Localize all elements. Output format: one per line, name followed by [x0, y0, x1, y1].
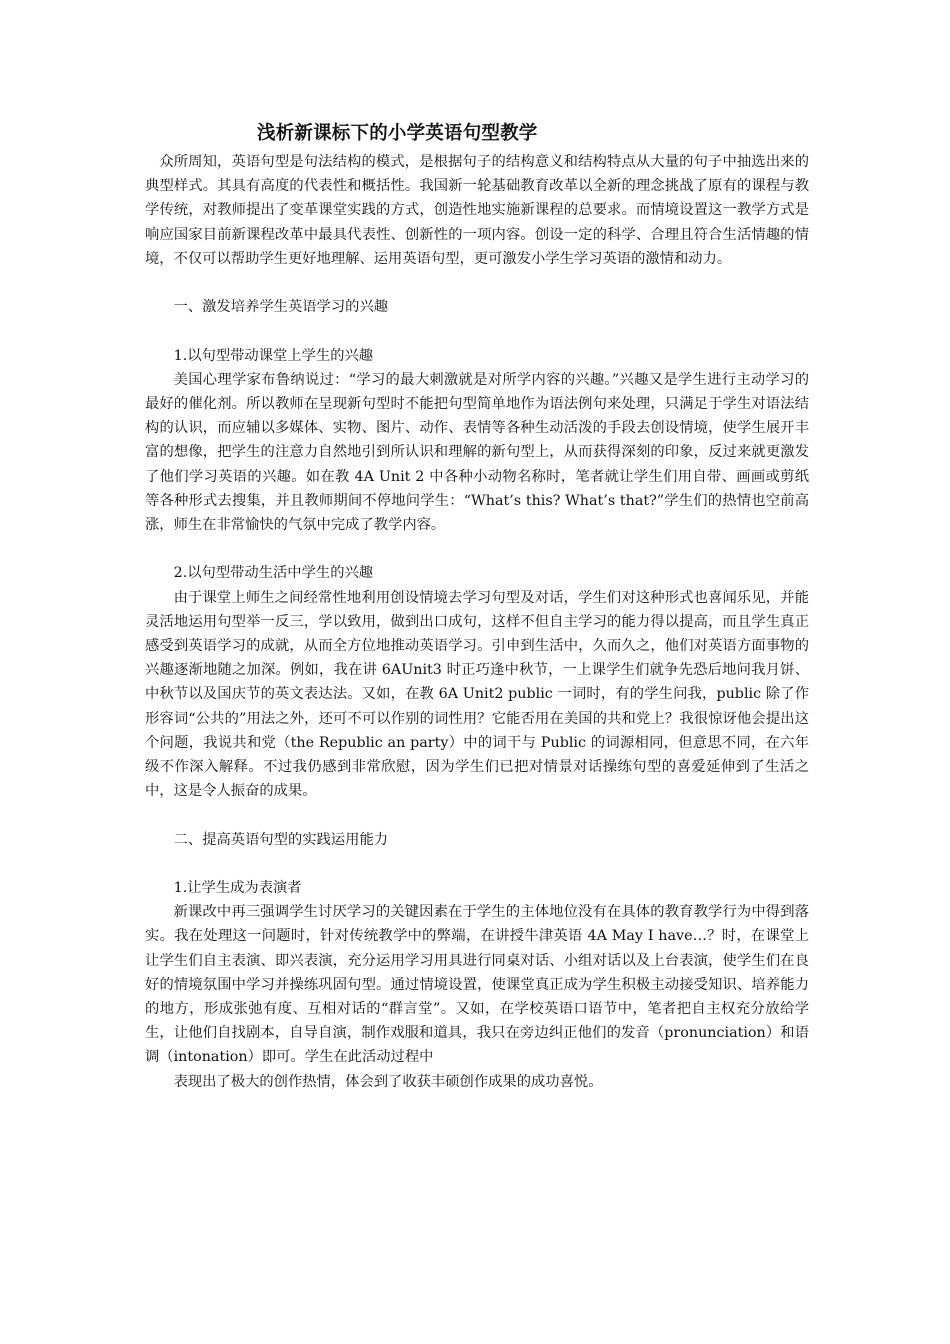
subsection-heading-1-2: 2.以句型带动生活中学生的兴趣 — [173, 565, 374, 582]
section-heading-2: 二、提高英语句型的实践运用能力 — [173, 831, 389, 848]
document-title: 浅析新课标下的小学英语句型教学 — [257, 123, 538, 144]
body-paragraph-1-1: 美国心理学家布鲁纳说过：“学习的最大刺激就是对所学内容的兴趣。”兴趣又是学生进行主动学习的最好的催化剂。所以教师在呈现新句型时不能把句型简单地作为语法例句来处理，只满足于学生对语法结构的认识，而应辅以多媒体、实物、图片、动作、表情等各种生动活泼的手段去创设情境，使学生展开丰富的想像，把学生的注意力自然地引到所认识和理解的新句型上，从而获得深刻的印象，反过来就更激发了他们学习英语的兴趣。如在教 4A Unit 2 中各种小动物名称时，笔者就让学生们用自带、画画或剪纸等各种形式去搜集，并且教师期间不停地问学生：“What’s this? What’s that?”学生们的热情也空前高涨，师生在非常愉快的气氛中完成了教学内容。 — [145, 371, 809, 534]
spacer — [145, 271, 809, 295]
body-paragraph-2-1-continued: 表现出了极大的创作热情，体会到了收获丰硕创作成果的成功喜悦。 — [173, 1073, 603, 1090]
body-paragraph-2-1: 新课改中再三强调学生讨厌学习的关键因素在于学生的主体地位没有在具体的教育教学行为中得到落实。我在处理这一问题时，针对传统教学中的弊端，在讲授牛津英语 4A May I have…？时，在课堂上让学生们自主表演、即兴表演，充分运用学习用具进行同桌对话、小组对话以及上台表演，使学生们在良好的情境氛围中学习并操练巩固句型。通过情境设置，使课堂真正成为学生积极主动接受知识、培养能力的地方，形成张弛有度、互相对话的“群言堂”。又如，在学校英语口语节中，笔者把自主权充分放给学生，让他们自找剧本，自导自演，制作戏服和道具，我只在旁边纠正他们的发音（pronunciation）和语调（intonation）即可。学生在此活动过程中 — [145, 904, 809, 1066]
section-heading-1: 一、激发培养学生英语学习的兴趣 — [173, 299, 389, 316]
spacer — [145, 537, 809, 561]
spacer — [145, 803, 809, 827]
intro-paragraph: 众所周知，英语句型是句法结构的模式，是根据句子的结构意义和结构特点从大量的句子中抽选出来的典型样式。其具有高度的代表性和概括性。我国新一轮基础教育改革以全新的理念挑战了原有的课程与教学传统，对教师提出了变革课堂实践的方式，创造性地实施新课程的总要求。而情境设置这一教学方式是响应国家目前新课程改革中最具代表性、创新性的一项内容。创设一定的科学、合理且符合生活情趣的情境，不仅可以帮助学生更好地理解、运用英语句型，更可激发小学生学习英语的激情和动力。 — [145, 154, 809, 267]
subsection-heading-2-1: 1.让学生成为表演者 — [173, 880, 302, 897]
subsection-heading-1-1: 1.以句型带动课堂上学生的兴趣 — [173, 347, 374, 364]
document-content — [145, 118, 809, 1094]
spacer — [145, 319, 809, 343]
body-paragraph-1-2: 由于课堂上师生之间经常性地利用创设情境去学习句型及对话，学生们对这种形式也喜闻乐见，并能灵活地运用句型举一反三，学以致用，做到出口成句，这样不但自主学习的能力得以提高，而且学生真正感受到英语学习的成就，从而全方位地推动英语学习。引申到生活中，久而久之，他们对英语方面事物的兴趣逐渐地随之加深。例如，我在讲 6AUnit3 时正巧逢中秋节，一上课学生们就争先恐后地问我月饼、中秋节以及国庆节的英文表达法。又如，在教 6A Unit2 public 一词时，有的学生问我，public 除了作形容词“公共的”用法之外，还可不可以作别的词性用？它能否用在美国的共和党上？我很惊讶他会提出这个问题，我说共和党（the Republic an party）中的词干与 Public 的词源相同，但意思不同，在六年级不作深入解释。不过我仍感到非常欣慰，因为学生们已把对情景对话操练句型的喜爱延伸到了生活之中，这是令人振奋的成果。 — [145, 589, 809, 800]
spacer — [145, 852, 809, 876]
